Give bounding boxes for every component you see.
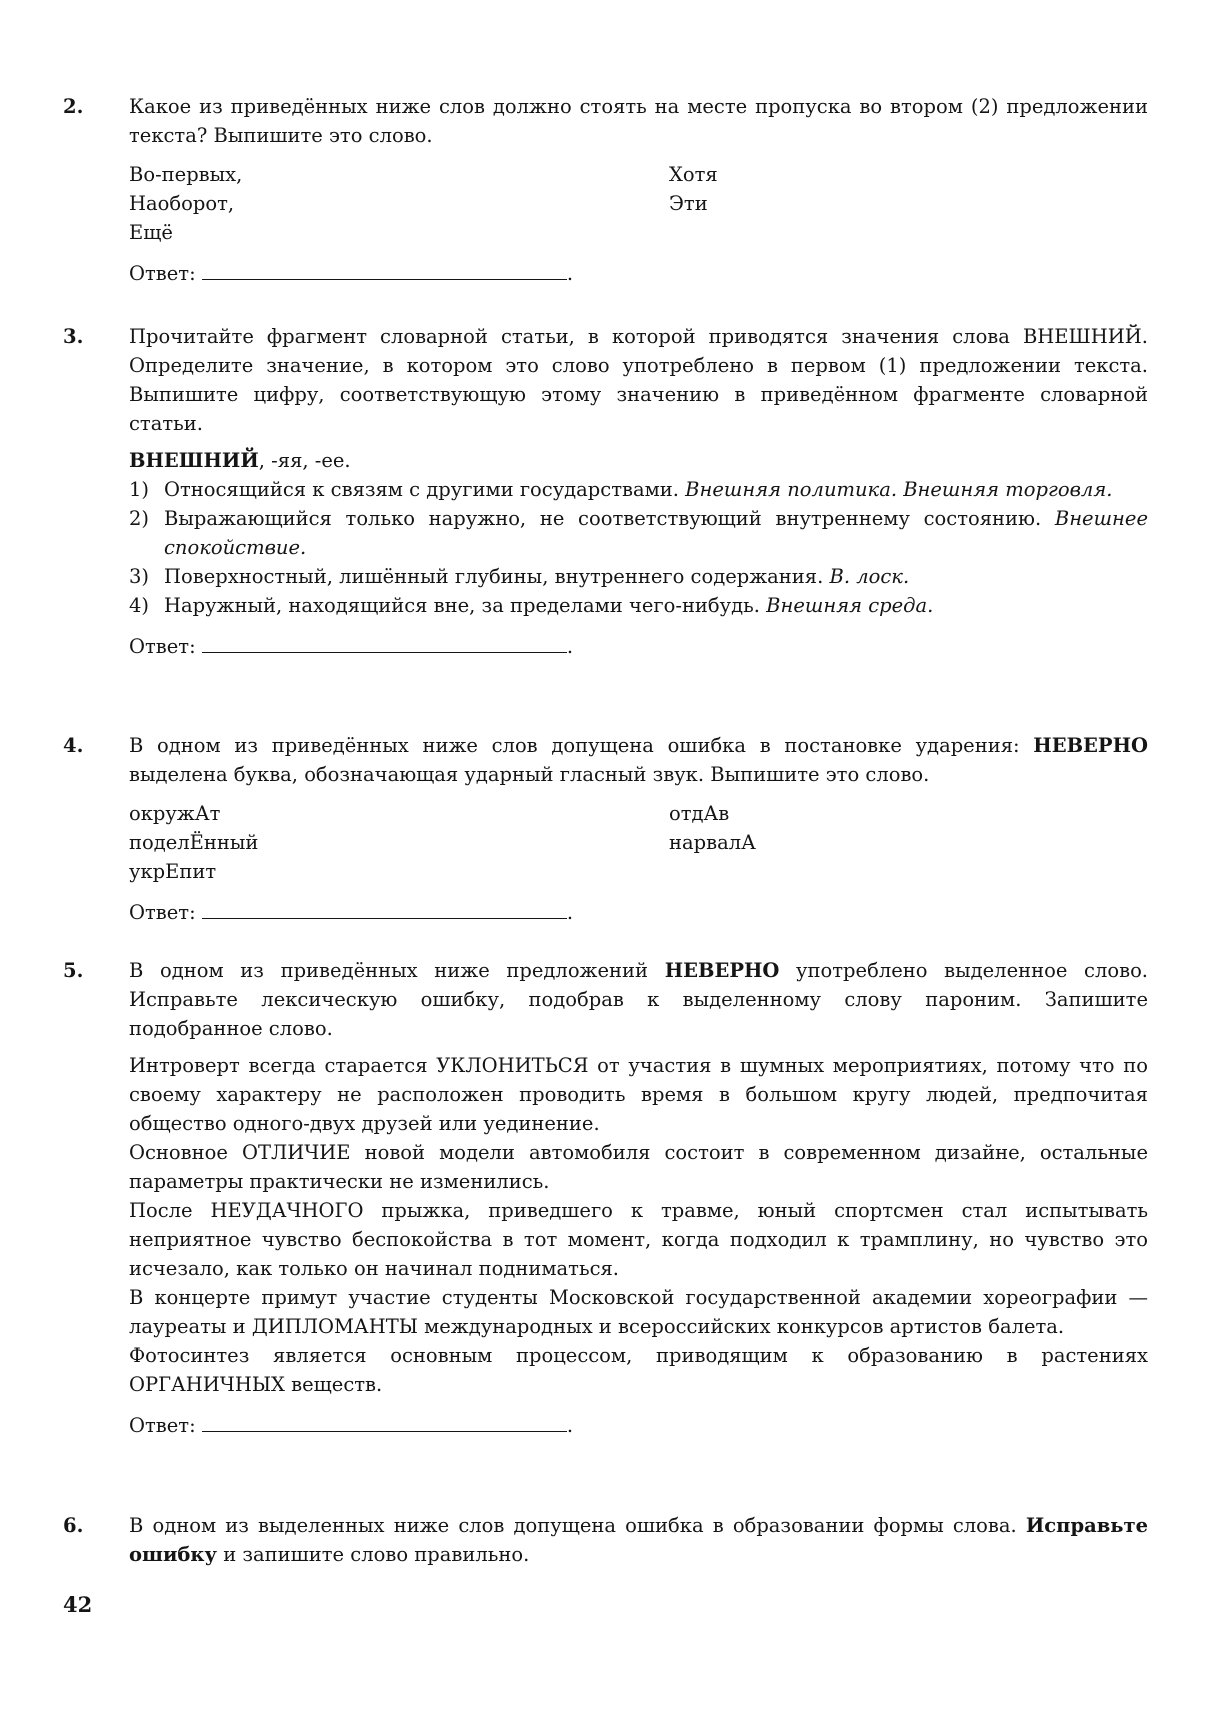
task-3 [63,322,1148,661]
option: отдАв [669,802,730,825]
headword-endings: , -яя, -ее. [258,449,351,472]
options-grid [129,799,1148,886]
headword: ВНЕШНИЙ [129,449,259,472]
dictionary-meaning [129,591,1148,620]
question-emphasis: НЕВЕРНО [1033,734,1148,757]
task-2 [63,92,1148,288]
meaning-text: Относящийся к связям с другими государствами. [164,478,686,501]
task-number: 6. [63,1514,84,1537]
task-question [129,956,1148,1043]
question-part: В одном из приведённых ниже слов допущена ошибка в постановке ударения: [129,734,1034,757]
sentence: Основное ОТЛИЧИЕ новой модели автомобиля состоит в современном дизайне, остальные параметры практически не изменились. [129,1141,1148,1193]
option: окружАт [129,802,221,825]
meaning-example: Внешняя среда. [766,594,934,617]
answer-row: Ответ: . [129,632,1148,661]
task-number: 5. [63,959,84,982]
answer-row: Ответ: . [129,259,1148,288]
sentence: После НЕУДАЧНОГО прыжка, приведшего к травме, юный спортсмен стал испытывать неприятное чувство беспокойства в тот момент, когда подходил к трамплину, но чувство это исчезало, как только он начинал подниматься. [129,1199,1148,1280]
meaning-example: Внешнее спокойствие. [164,507,1148,559]
dictionary-meaning [129,562,1148,591]
option: Хотя [669,163,718,186]
answer-line[interactable] [202,259,567,280]
dictionary-meaning [129,475,1148,504]
answer-line[interactable] [202,1411,567,1432]
option: Эти [669,192,708,215]
meaning-number: 4) [129,594,150,617]
answer-row: Ответ: . [129,1411,1148,1440]
options-grid [129,160,1148,247]
option: укрЕпит [129,860,217,883]
meaning-number: 3) [129,565,150,588]
task-6 [63,1511,1148,1569]
task-4 [63,731,1148,927]
sentences-list [129,1051,1148,1399]
task-question [129,1511,1148,1569]
sentence: Интроверт всегда старается УКЛОНИТЬСЯ от участия в шумных мероприятиях, потому что по своему характеру не расположен проводить время в большом кругу людей, предпочитая общество одного-двух друзей или уединение. [129,1054,1148,1135]
dictionary-headword [129,446,1148,475]
meaning-number: 1) [129,478,150,501]
answer-label: Ответ: [129,635,196,658]
answer-label: Ответ: [129,1414,196,1437]
answer-row: Ответ: . [129,898,1148,927]
sentence: В концерте примут участие студенты Московской государственной академии хореографии — лауреаты и ДИПЛОМАНТЫ международных и всероссийских конкурсов артистов балета. [129,1286,1148,1338]
task-5 [63,956,1148,1440]
option: Ещё [129,221,173,244]
answer-line[interactable] [202,898,567,919]
option: Во-первых, [129,163,243,186]
sentence: Фотосинтез является основным процессом, приводящим к образованию в растениях ОРГАНИЧНЫХ веществ. [129,1344,1148,1396]
meaning-number: 2) [129,507,150,530]
question-emphasis: НЕВЕРНО [664,959,780,982]
meaning-example: Внешняя политика. Внешняя торговля. [685,478,1113,501]
option: Наоборот, [129,192,235,215]
task-number: 3. [63,325,84,348]
task-number: 4. [63,734,84,757]
question-part: употреблено выделенное слово. Исправьте лексическую ошибку, подобрав к выделенному слову пароним. Запишите подобранное слово. [129,959,1149,1040]
option: поделЁнный [129,831,259,854]
question-emphasis: Исправьте ошибку [129,1514,1148,1566]
task-question [129,731,1148,789]
task-number: 2. [63,95,84,118]
answer-label: Ответ: [129,901,196,924]
option: нарвалА [669,831,756,854]
meaning-text: Наружный, находящийся вне, за пределами чего-нибудь. [164,594,767,617]
task-question: Какое из приведённых ниже слов должно стоять на месте пропуска во втором (2) предложении текста? Выпишите это слово. [129,95,1148,147]
answer-label: Ответ: [129,262,196,285]
task-question: Прочитайте фрагмент словарной статьи, в которой приводятся значения слова ВНЕШНИЙ. Определите значение, в котором это слово употреблено в первом (1) предложении текста. Выпишите цифру, соответствующую этому значению в приведённом фрагменте словарной статьи. [129,325,1148,435]
answer-line[interactable] [202,632,567,653]
question-part: и запишите слово правильно. [217,1543,530,1566]
meaning-text: Выражающийся только наружно, не соответствующий внутреннему состоянию. [164,507,1055,530]
question-part: В одном из выделенных ниже слов допущена ошибка в образовании формы слова. [129,1514,1026,1537]
question-part: В одном из приведённых ниже предложений [129,959,665,982]
meaning-text: Поверхностный, лишённый глубины, внутреннего содержания. [164,565,830,588]
meaning-example: В. лоск. [829,565,910,588]
dictionary-meaning [129,504,1148,562]
page-number: 42 [63,1592,93,1617]
question-part: выделена буква, обозначающая ударный гласный звук. Выпишите это слово. [129,763,930,786]
